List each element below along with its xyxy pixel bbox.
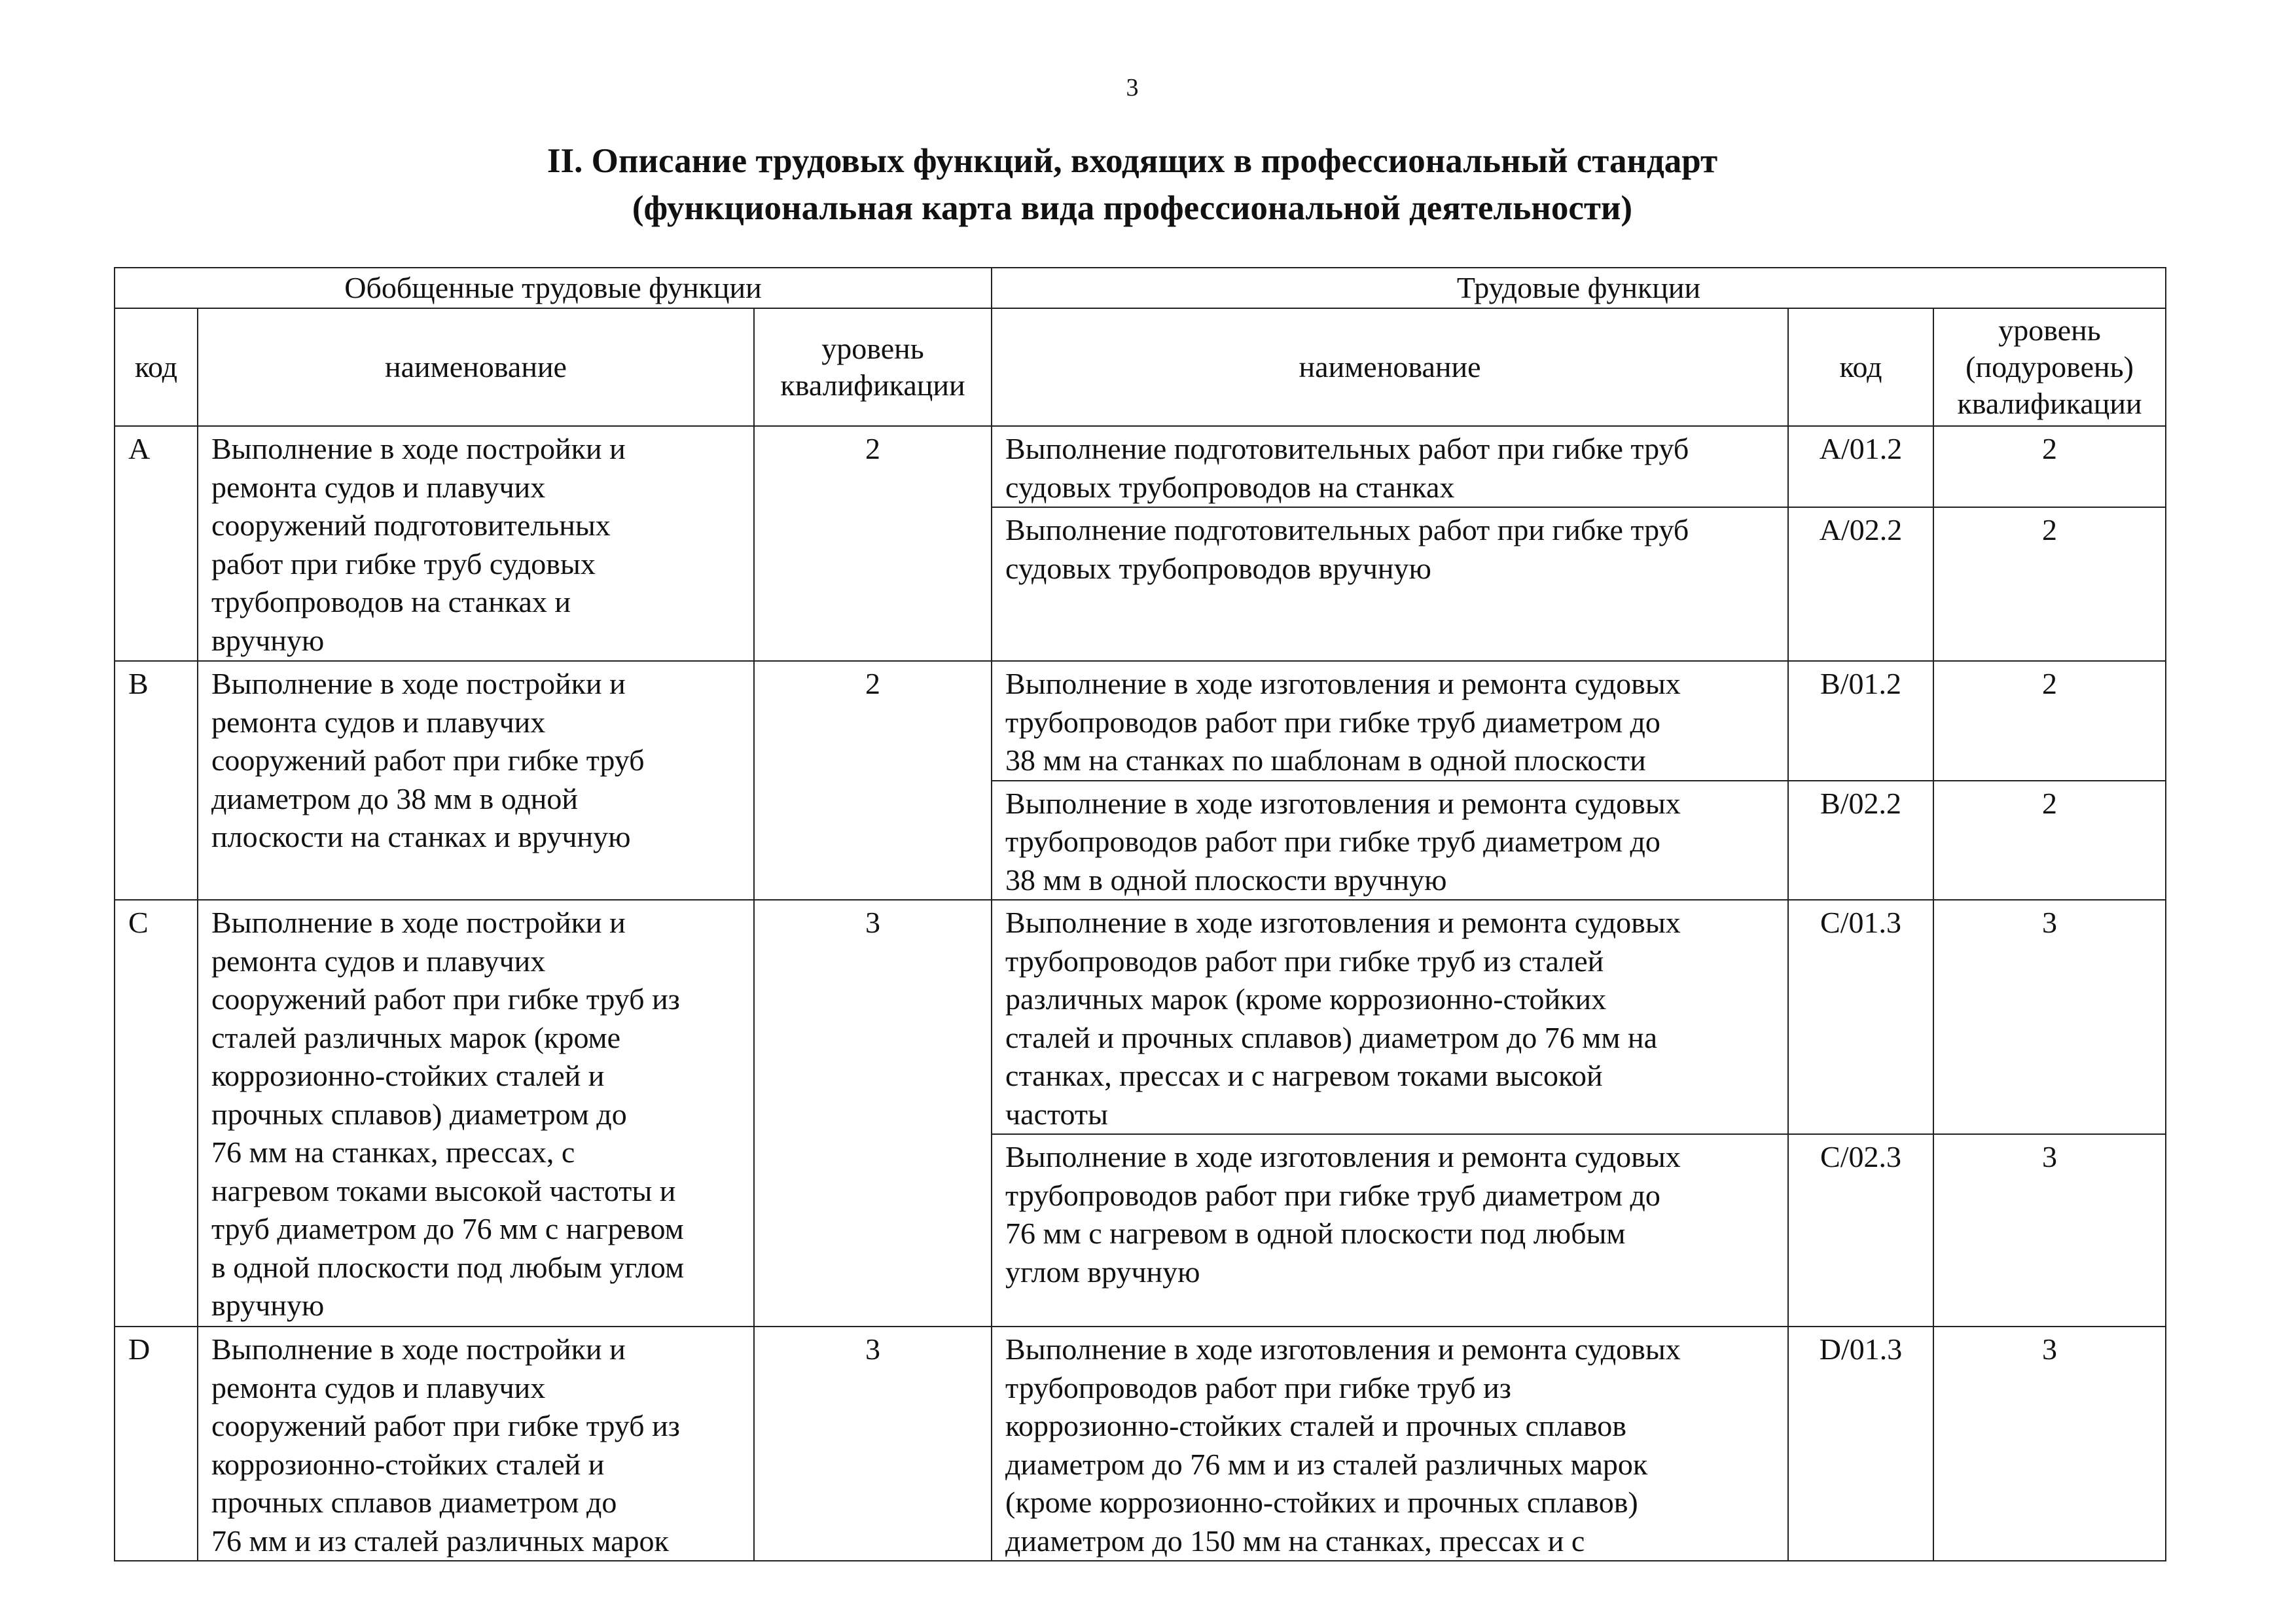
labor-function-name: Выполнение в ходе изготовления и ремонта судовых трубопроводов работ при гибке труб диаметром до 38 мм на станках по шаблонам в одной плоскости [992, 661, 1788, 781]
table-row [115, 426, 2166, 507]
labor-function-name: Выполнение подготовительных работ при гибке труб судовых трубопроводов вручную [992, 507, 1788, 661]
gen-function-name: Выполнение в ходе постройки и ремонта судов и плавучих сооружений работ при гибке труб диаметром до 38 мм в одной плоскости на станках и вручную [198, 661, 754, 900]
header-fn-level: уровень (подуровень) квалификации [1933, 308, 2166, 426]
gen-function-level: 2 [754, 661, 992, 900]
gen-function-name: Выполнение в ходе постройки и ремонта судов и плавучих сооружений подготовительных работ при гибке труб судовых трубопроводов на станках и вручную [198, 426, 754, 661]
gen-function-name: Выполнение в ходе постройки и ремонта судов и плавучих сооружений работ при гибке труб из сталей различных марок (кроме коррозионно-стойких сталей и прочных сплавов) диаметром до 76 мм на станках, прессах, с нагревом токами высокой частоты и труб диаметром до 76 мм с нагревом в одной плоскости под любым углом вручную [198, 900, 754, 1327]
gen-function-code: A [115, 426, 198, 661]
header-fn-name: наименование [992, 308, 1788, 426]
labor-function-code: B/02.2 [1788, 781, 1933, 901]
group-header-row [115, 268, 2166, 308]
header-gen-level: уровень квалификации [754, 308, 992, 426]
gen-function-level: 3 [754, 1327, 992, 1561]
header-gen-name: наименование [198, 308, 754, 426]
gen-function-name: Выполнение в ходе постройки и ремонта судов и плавучих сооружений работ при гибке труб из коррозионно-стойких сталей и прочных сплавов диаметром до 76 мм и из сталей различных марок [198, 1327, 754, 1561]
column-header-row [115, 308, 2166, 426]
labor-function-name: Выполнение в ходе изготовления и ремонта судовых трубопроводов работ при гибке труб из коррозионно-стойких сталей и прочных сплавов диаметром до 76 мм и из сталей различных марок (кроме коррозионно-стойких и прочных сплавов) диаметром до 150 мм на станках, прессах и с [992, 1327, 1788, 1561]
labor-function-level: 3 [1933, 1327, 2166, 1561]
header-generalized-functions: Обобщенные трудовые функции [115, 268, 992, 308]
labor-function-name: Выполнение в ходе изготовления и ремонта судовых трубопроводов работ при гибке труб диаметром до 38 мм в одной плоскости вручную [992, 781, 1788, 901]
gen-function-level: 2 [754, 426, 992, 661]
labor-function-code: A/01.2 [1788, 426, 1933, 507]
labor-function-code: C/02.3 [1788, 1134, 1933, 1327]
section-title-line-1: II. Описание трудовых функций, входящих в профессиональный стандарт [547, 142, 1718, 180]
table-row [115, 900, 2166, 1134]
labor-function-name: Выполнение в ходе изготовления и ремонта судовых трубопроводов работ при гибке труб из сталей различных марок (кроме коррозионно-стойких сталей и прочных сплавов) диаметром до 76 мм на станках, прессах и с нагревом токами высокой частоты [992, 900, 1788, 1134]
labor-function-code: D/01.3 [1788, 1327, 1933, 1561]
labor-function-level: 2 [1933, 781, 2166, 901]
table-row [115, 1327, 2166, 1561]
labor-function-name: Выполнение подготовительных работ при гибке труб судовых трубопроводов на станках [992, 426, 1788, 507]
labor-function-level: 3 [1933, 900, 2166, 1134]
labor-function-level: 3 [1933, 1134, 2166, 1327]
labor-function-code: A/02.2 [1788, 507, 1933, 661]
labor-function-level: 2 [1933, 426, 2166, 507]
gen-function-code: B [115, 661, 198, 900]
labor-function-level: 2 [1933, 661, 2166, 781]
gen-function-level: 3 [754, 900, 992, 1327]
labor-function-code: C/01.3 [1788, 900, 1933, 1134]
labor-function-code: B/01.2 [1788, 661, 1933, 781]
header-fn-code: код [1788, 308, 1933, 426]
section-title-line-2: (функциональная карта вида профессиональной деятельности) [632, 189, 1633, 227]
table-row [115, 661, 2166, 781]
page-number: 3 [1126, 74, 1139, 101]
functional-map-table [114, 267, 2165, 1558]
section-title [0, 137, 2265, 232]
header-labor-functions: Трудовые функции [992, 268, 2166, 308]
gen-function-code: D [115, 1327, 198, 1561]
labor-function-name: Выполнение в ходе изготовления и ремонта судовых трубопроводов работ при гибке труб диаметром до 76 мм с нагревом в одной плоскости под любым углом вручную [992, 1134, 1788, 1327]
labor-function-level: 2 [1933, 507, 2166, 661]
gen-function-code: C [115, 900, 198, 1327]
header-gen-code: код [115, 308, 198, 426]
